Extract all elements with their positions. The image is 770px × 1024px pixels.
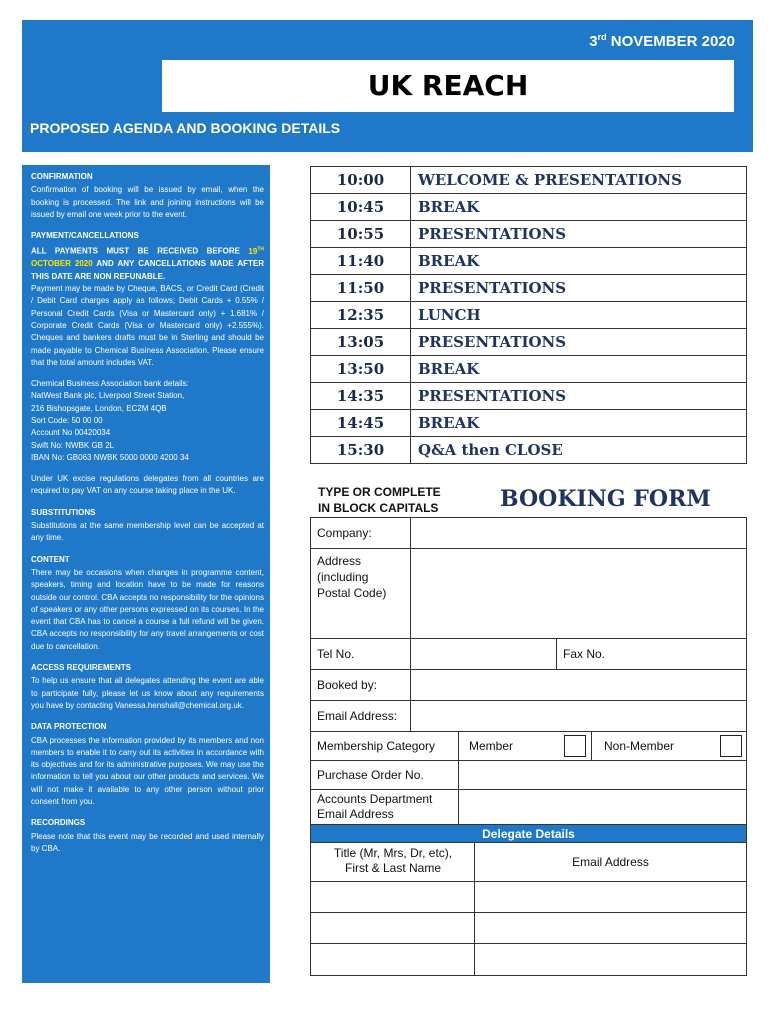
booked-by-row: Booked by:	[311, 670, 746, 701]
tel-field[interactable]	[411, 639, 556, 669]
company-field[interactable]	[411, 518, 746, 548]
agenda-table	[310, 166, 747, 464]
substitutions-section: SUBSTITUTIONS Substitutions at the same membership level can be accepted at any time.	[31, 507, 264, 543]
purchase-order-field[interactable]	[459, 761, 746, 789]
payment-section: PAYMENT/CANCELLATIONS ALL PAYMENTS MUST BE RECEIVED BEFORE 19TH OCTOBER 2020 AND ANY CANCELLATIONS MADE AFTER THIS DATE ARE NON REFUNABLE. Payment may be made by Cheque, BACS, or Credit Card (Credit / Debit Card charges apply as follows; Debit Cards + 0.55% / Personal Credit Cards (Visa or Mastercard only) + 1.681% / Corporate Credit Cards (Visa or Mastercard only) +2.555%). Cheques and bankers drafts must be in Sterling and should be made payable to Chemical Business Association. Please ensure that the total amount includes VAT.	[31, 231, 264, 367]
delegate-row	[311, 882, 746, 913]
agenda-row: 10:55 PRESENTATIONS	[311, 221, 747, 248]
agenda-row: 13:05 PRESENTATIONS	[311, 329, 747, 356]
booking-form	[310, 517, 747, 976]
page-title: UK REACH	[162, 60, 734, 112]
booking-form-title: BOOKING FORM	[500, 486, 711, 512]
bank-details: Chemical Business Association bank details: NatWest Bank plc, Liverpool Street Station, 216 Bishopsgate, London, EC2M 4QB Sort Code: 50 00 00 Account No 00420034 Swift No: NWBK GB 2L IBAN No: GB063 NWBK 5000 0000 4200 34	[31, 379, 189, 462]
block-capitals-note: TYPE OR COMPLETE IN BLOCK CAPITALS	[318, 485, 441, 515]
delegate-email-field[interactable]	[475, 882, 746, 912]
email-row: Email Address:	[311, 701, 746, 732]
agenda-row: 11:40 BREAK	[311, 248, 747, 275]
email-field[interactable]	[411, 701, 746, 731]
vat-note: Under UK excise regulations delegates from all countries are required to pay VAT on any course taking place in the UK.	[31, 474, 264, 496]
page-subtitle: PROPOSED AGENDA AND BOOKING DETAILS	[30, 120, 341, 136]
accounts-email-row: Accounts Department Email Address	[311, 790, 746, 825]
agenda-row: 10:45 BREAK	[311, 194, 747, 221]
agenda-row: 12:35 LUNCH	[311, 302, 747, 329]
delegate-row	[311, 913, 746, 944]
address-field[interactable]	[411, 549, 746, 638]
address-row: Address (including Postal Code)	[311, 549, 746, 639]
booked-by-field[interactable]	[411, 670, 746, 700]
delegate-header-row: Title (Mr, Mrs, Dr, etc), First & Last Name Email Address	[311, 843, 746, 882]
header-banner	[22, 20, 753, 152]
access-section: ACCESS REQUIREMENTS To help us ensure that all delegates attending the event are able to participate fully, please let us know about any requirements you have by contacting Vanessa.henshall@chemical.org.uk.	[31, 663, 264, 710]
agenda-row: 14:35 PRESENTATIONS	[311, 383, 747, 410]
membership-row: Membership Category Member Non-Member	[311, 732, 746, 761]
fax-label: Fax No.	[563, 647, 606, 661]
delegate-name-field[interactable]	[311, 944, 474, 975]
data-protection-section: DATA PROTECTION CBA processes the information provided by its members and non members to enable it to carry out its activities in accordance with its objectives and for its administrative purposes. We may use the information to tell you about our other products and services. We will not make it available to any other person without prior consent from you.	[31, 722, 264, 807]
delegate-row	[311, 944, 746, 975]
non-member-checkbox[interactable]	[720, 735, 742, 757]
delegate-name-field[interactable]	[311, 913, 474, 943]
agenda-row: 10:00 WELCOME & PRESENTATIONS	[311, 167, 747, 194]
agenda-row: 11:50 PRESENTATIONS	[311, 275, 747, 302]
delegate-details-header: Delegate Details	[311, 825, 746, 843]
agenda-row: 15:30 Q&A then CLOSE	[311, 437, 747, 464]
event-date: 3rd NOVEMBER 2020	[589, 32, 735, 50]
company-row: Company:	[311, 518, 746, 549]
confirmation-section: CONFIRMATION Confirmation of booking will be issued by email, when the booking is processed. The link and joining instructions will be issued by email one week prior to the event.	[31, 172, 264, 219]
delegate-email-field[interactable]	[475, 944, 746, 975]
member-checkbox[interactable]	[564, 735, 586, 757]
terms-sidebar	[22, 165, 270, 983]
agenda-row: 14:45 BREAK	[311, 410, 747, 437]
recordings-section: RECORDINGS Please note that this event may be recorded and used internally by CBA.	[31, 818, 264, 853]
tel-fax-row: Tel No. Fax No.	[311, 639, 746, 670]
delegate-name-field[interactable]	[311, 882, 474, 912]
accounts-email-field[interactable]	[459, 790, 746, 824]
purchase-order-row: Purchase Order No.	[311, 761, 746, 790]
agenda-row: 13:50 BREAK	[311, 356, 747, 383]
content-section: CONTENT There may be occasions when changes in programme content, speakers, timing and location have to be made for reasons outside our control. CBA accepts no responsibility for the opinions of speakers or any other persons expressed on its courses. In the event that CBA has to cancel a course a full refund will be given. CBA accepts no responsibility for any travel arrangements or cost due to cancellation.	[31, 554, 264, 651]
delegate-email-field[interactable]	[475, 913, 746, 943]
